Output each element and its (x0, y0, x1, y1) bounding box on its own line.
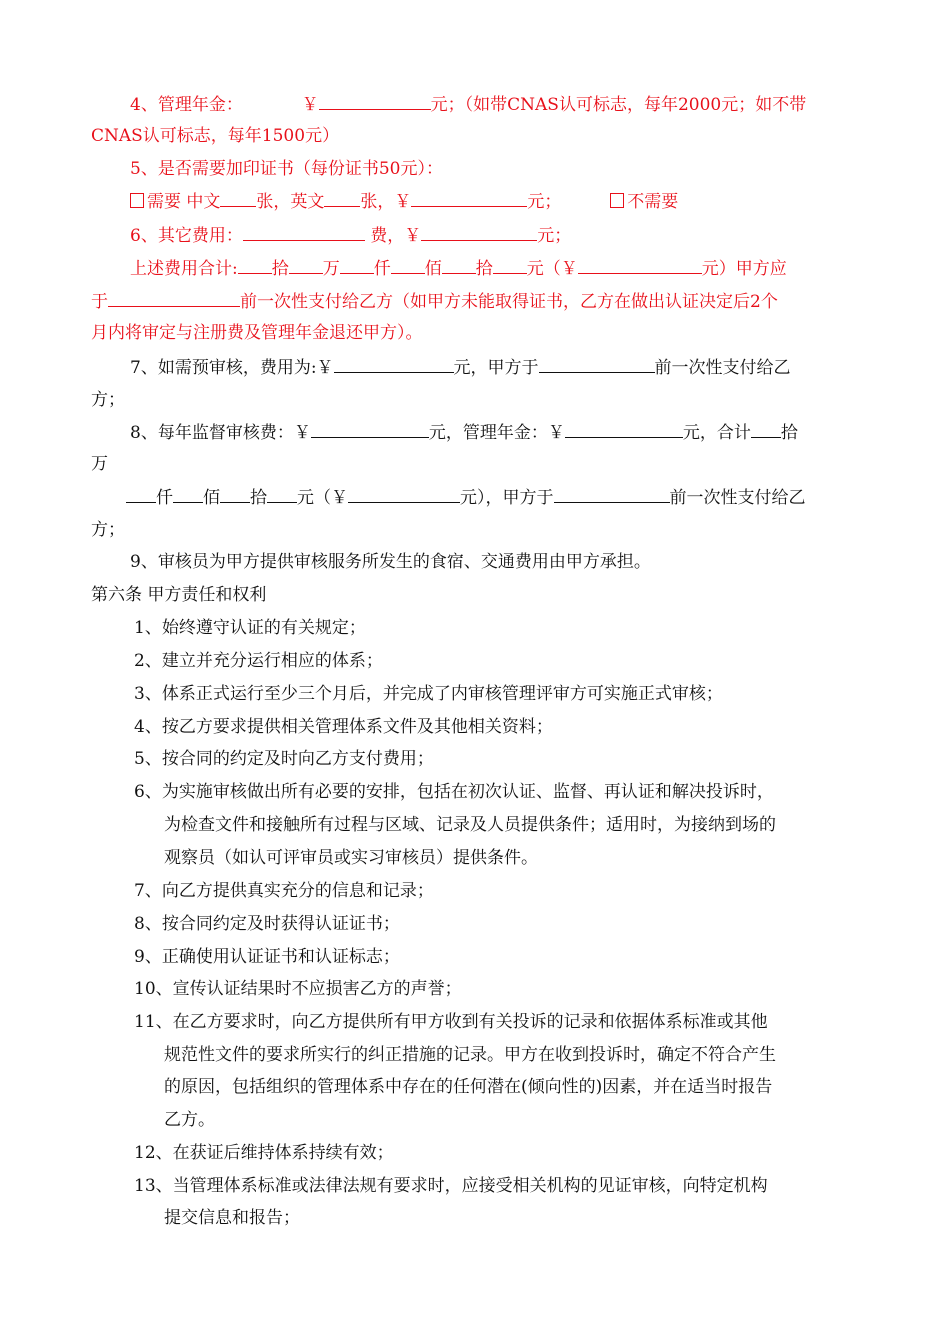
label-yu: 于 (91, 292, 108, 312)
list-item: 8、按合同约定及时获得认证证书； (134, 914, 400, 934)
item5-label: 5、是否需要加印证书（每份证书50元）： (130, 159, 443, 179)
item4-label: 4、管理年金： (130, 95, 243, 115)
list-item: 2、建立并充分运行相应的体系； (134, 651, 383, 671)
list-item: 4、按乙方要求提供相关管理体系文件及其他相关资料； (134, 717, 553, 737)
item9: 9、审核员为甲方提供审核服务所发生的食宿、交通费用由甲方承担。 (130, 552, 651, 572)
checkbox-no-need[interactable] (610, 193, 624, 208)
list-item: 6、为实施审核做出所有必要的安排，包括在初次认证、监督、再认证和解决投诉时， (134, 782, 774, 802)
total-line-2 (91, 290, 778, 313)
label-chinese: 中文 (186, 192, 221, 212)
blank-field (311, 421, 429, 438)
blank-field (421, 224, 537, 241)
unit-qian: 仟 (373, 259, 391, 279)
item8b-tail: 前一次性支付给乙 (669, 488, 806, 508)
list-item: 1、始终遵守认证的有关规定； (134, 618, 366, 638)
label-yuan: 元； (527, 192, 562, 212)
unit-shi: 拾 (250, 488, 267, 508)
item7-continuation: 方； (91, 390, 125, 410)
list-item: 7、向乙方提供真实充分的信息和记录； (134, 881, 434, 901)
item5-options (130, 190, 678, 213)
currency-sign: ￥ (293, 423, 311, 443)
unit-shi: 拾 (271, 259, 289, 279)
blank-field (442, 257, 476, 274)
blank-field (578, 257, 702, 274)
list-item: 9、正确使用认证证书和认证标志； (134, 947, 400, 967)
item8-total: 元，合计 (682, 423, 751, 443)
unit-shi: 拾 (475, 259, 493, 279)
blank-field (173, 486, 203, 503)
blank-field (220, 190, 256, 207)
currency-sign: ￥ (404, 226, 422, 246)
label-fee: 费， (370, 226, 405, 246)
blank-field (324, 190, 360, 207)
total-line-3: 月内将审定与注册费及管理年金退还甲方）。 (91, 323, 423, 343)
item6-label: 6、其它费用： (130, 226, 243, 246)
blank-field (220, 486, 250, 503)
blank-field (391, 257, 425, 274)
item7-tail: 前一次性支付给乙 (654, 358, 791, 378)
unit-wan: 万 (322, 259, 340, 279)
total-line (130, 257, 787, 280)
currency-sign: ￥ (394, 192, 412, 212)
blank-field (539, 356, 655, 373)
blank-field (289, 257, 323, 274)
total-label: 上述费用合计: (130, 259, 238, 279)
list-item-continuation: 提交信息和报告； (164, 1208, 300, 1228)
blank-field (238, 257, 272, 274)
item8-text: 元，管理年金： (428, 423, 548, 443)
item8-label: 8、每年监督审核费： (130, 423, 294, 443)
blank-field (126, 486, 156, 503)
item4-text: 元；（如带CNAS认可标志，每年2000元；如不带 (430, 95, 807, 115)
list-item: 10、宣传认证结果时不应损害乙方的声誉； (134, 979, 462, 999)
list-item: 12、在获证后维持体系持续有效； (134, 1143, 394, 1163)
list-item-continuation: 的原因，包括组织的管理体系中存在的任何潜在(倾向性的)因素，并在适当时报告 (164, 1077, 773, 1097)
unit-shi: 拾 (780, 423, 798, 443)
unit-yuan: 元（￥ (526, 259, 578, 279)
item8-line (130, 421, 798, 444)
option-need: 需要 (147, 192, 181, 212)
article6-title: 第六条 甲方责任和权利 (91, 585, 267, 605)
blank-field (319, 93, 431, 110)
blank-field (243, 224, 365, 241)
item7-line (130, 356, 791, 379)
list-item-continuation: 乙方。 (164, 1110, 215, 1130)
blank-field (554, 486, 670, 503)
checkbox-need[interactable] (130, 193, 144, 208)
list-item: 13、当管理体系标准或法律法规有要求时，应接受相关机构的见证审核，向特定机构 (134, 1176, 768, 1196)
list-item: 5、按合同的约定及时向乙方支付费用； (134, 749, 434, 769)
item8b-text: 元），甲方于 (460, 488, 554, 508)
item8b-line (126, 486, 806, 509)
blank-field (565, 421, 683, 438)
label-yuan: 元； (537, 226, 572, 246)
blank-field (411, 190, 527, 207)
blank-field (267, 486, 297, 503)
list-item-continuation: 观察员（如认可评审员或实习审核员）提供条件。 (164, 848, 538, 868)
list-item: 11、在乙方要求时，向乙方提供所有甲方收到有关投诉的记录和依据体系标准或其他 (134, 1012, 768, 1032)
unit-yuan: 元（￥ (297, 488, 348, 508)
currency-sign: ￥ (316, 358, 334, 378)
list-item: 3、体系正式运行至少三个月后，并完成了内审核管理评审方可实施正式审核； (134, 684, 723, 704)
list-item-continuation: 为检查文件和接触所有过程与区域、记录及人员提供条件；适用时，为接纳到场的 (164, 815, 776, 835)
blank-field (751, 421, 781, 438)
unit-bai: 佰 (203, 488, 220, 508)
currency-sign: ￥ (301, 95, 319, 115)
blank-field (348, 486, 460, 503)
total-text: 前一次性支付给乙方（如甲方未能取得证书，乙方在做出认证决定后2个 (240, 292, 778, 312)
label-zhang: 张， (360, 192, 395, 212)
item8-continuation: 万 (91, 454, 108, 474)
item8b-continuation: 方； (91, 520, 125, 540)
item4-line (130, 93, 806, 116)
blank-field (334, 356, 454, 373)
item4-continuation: CNAS认可标志，每年1500元） (91, 126, 340, 146)
blank-field (108, 290, 240, 307)
unit-bai: 佰 (424, 259, 442, 279)
item6-line (130, 224, 571, 247)
list-item-continuation: 规范性文件的要求所实行的纠正措施的记录。甲方在收到投诉时，确定不符合产生 (164, 1045, 776, 1065)
item7-label: 7、如需预审核，费用为: (130, 358, 317, 378)
blank-field (340, 257, 374, 274)
item7-text: 元，甲方于 (453, 358, 539, 378)
blank-field (493, 257, 527, 274)
currency-sign: ￥ (547, 423, 565, 443)
option-no-need: 不需要 (627, 192, 679, 212)
label-english: 张，英文 (256, 192, 325, 212)
unit-qian: 仟 (156, 488, 173, 508)
total-tail: 元）甲方应 (701, 259, 787, 279)
